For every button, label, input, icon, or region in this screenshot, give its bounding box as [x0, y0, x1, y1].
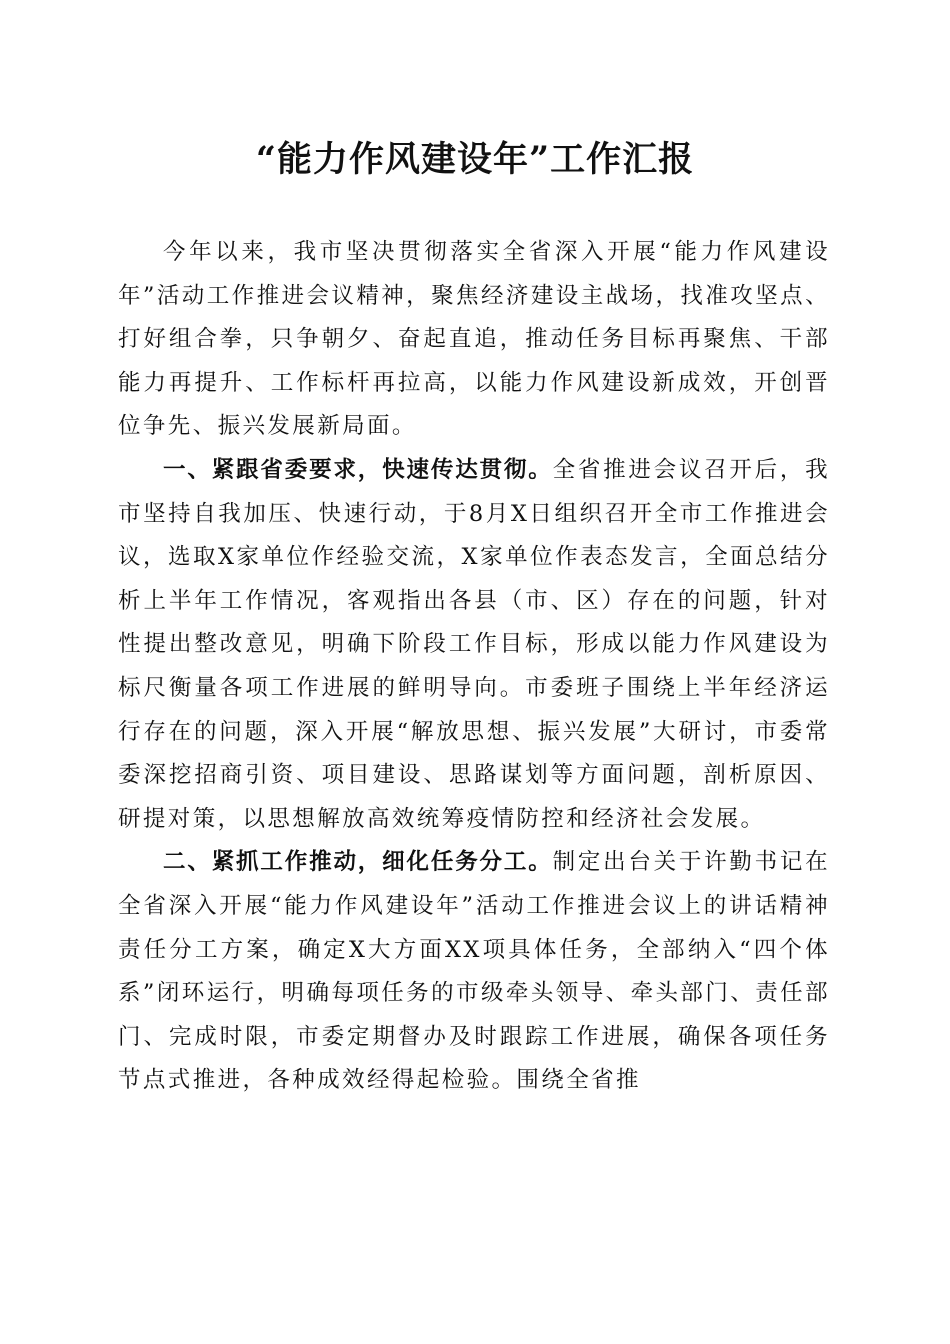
paragraph-intro-text: 今年以来，我市坚决贯彻落实全省深入开展“能力作风建设年”活动工作推进会议精神，聚焦经济建设主战场，找准攻坚点、打好组合拳，只争朝夕、奋起直追，推动任务目标再聚焦、干部能力再提升、工作标杆再拉高，以能力作风建设新成效，开创晋位争先、振兴发展新局面。: [118, 239, 830, 440]
section-2-heading: 二、紧抓工作推动，细化任务分工。: [163, 849, 553, 876]
section-2-text: 制定出台关于许勤书记在全省深入开展“能力作风建设年”活动工作推进会议上的讲话精神责任分工方案，确定X大方面XX项具体任务，全部纳入“四个体系”闭环运行，明确每项任务的市级牵头领导、牵头部门、责任部门、完成时限，市委定期督办及时跟踪工作进展，确保各项任务节点式推进，各种成效经得起检验。围绕全省推: [118, 849, 830, 1094]
document-body: [118, 231, 830, 1103]
document-title: “能力作风建设年”工作汇报: [255, 139, 695, 180]
section-1-text: 全省推进会议召开后，我市坚持自我加压、快速行动，于8月X日组织召开全市工作推进会议，选取X家单位作经验交流，X家单位作表态发言，全面总结分析上半年工作情况，客观指出各县（市、区）存在的问题，针对性提出整改意见，明确下阶段工作目标，形成以能力作风建设为标尺衡量各项工作进展的鲜明导向。市委班子围绕上半年经济运行存在的问题，深入开展“解放思想、振兴发展”大研讨，市委常委深挖招商引资、项目建设、思路谋划等方面问题，剖析原因、研提对策，以思想解放高效统筹疫情防控和经济社会发展。: [118, 456, 830, 832]
section-1-heading: 一、紧跟省委要求，快速传达贯彻。: [163, 456, 553, 483]
paragraph-section-1: [118, 449, 830, 841]
paragraph-section-2: [118, 841, 830, 1103]
paragraph-intro: [118, 231, 830, 449]
